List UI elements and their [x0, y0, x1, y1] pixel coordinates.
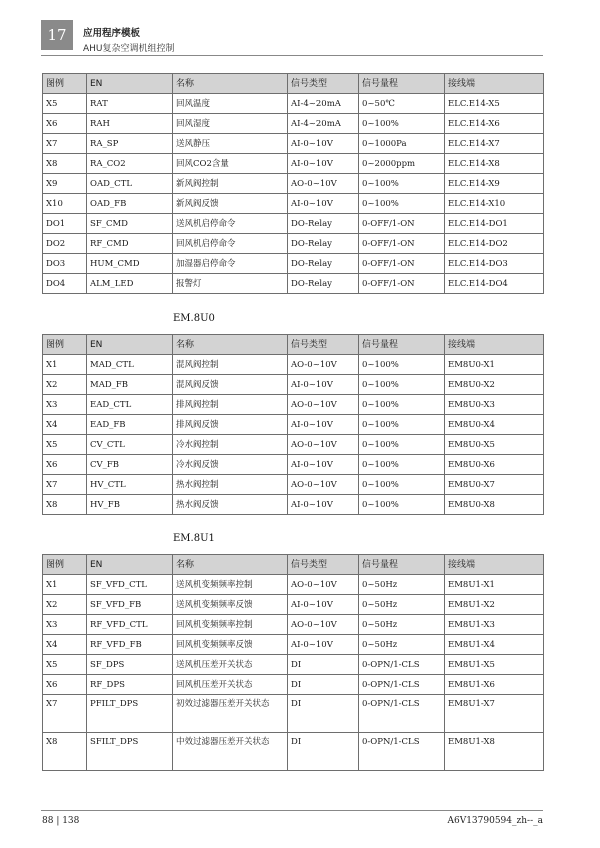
signal-range-cell: 0~100% [359, 194, 445, 214]
legend-cell: X9 [43, 174, 87, 194]
signal-range-cell: 0-OFF/1-ON [359, 274, 445, 294]
name-cell: 送风静压 [173, 134, 288, 154]
table-row [43, 495, 544, 515]
signal-range-cell: 0~50Hz [359, 635, 445, 655]
name-cell: 热水阀反馈 [173, 495, 288, 515]
signal-type-cell: DO-Relay [288, 234, 359, 254]
signal-type-cell: AI-0~10V [288, 495, 359, 515]
table-row [43, 415, 544, 435]
signal-type-cell: AI-0~10V [288, 635, 359, 655]
legend-cell: X5 [43, 94, 87, 114]
table-row [43, 114, 544, 134]
signal-type-cell: DO-Relay [288, 274, 359, 294]
signal-range-cell: 0~50Hz [359, 615, 445, 635]
signal-range-cell: 0-OPN/1-CLS [359, 733, 445, 771]
terminal-cell: EM8U0-X4 [445, 415, 544, 435]
signal-type-cell: AI-4~20mA [288, 94, 359, 114]
signal-type-cell: AO-0~10V [288, 615, 359, 635]
io-table-em8u0 [42, 334, 544, 515]
column-header: 名称 [173, 335, 288, 355]
name-cell: 回风机变频频率控制 [173, 615, 288, 635]
en-cell: SFILT_DPS [87, 733, 173, 771]
terminal-cell: EM8U1-X7 [445, 695, 544, 733]
table-row [43, 733, 544, 771]
signal-range-cell: 0-OPN/1-CLS [359, 675, 445, 695]
terminal-cell: EM8U1-X1 [445, 575, 544, 595]
en-cell: RA_SP [87, 134, 173, 154]
signal-type-cell: AI-4~20mA [288, 114, 359, 134]
table-row [43, 475, 544, 495]
name-cell: 送风机启停命令 [173, 214, 288, 234]
signal-range-cell: 0~100% [359, 114, 445, 134]
en-cell: PFILT_DPS [87, 695, 173, 733]
table-row [43, 595, 544, 615]
signal-range-cell: 0~50Hz [359, 575, 445, 595]
signal-range-cell: 0-OFF/1-ON [359, 234, 445, 254]
terminal-cell: ELC.E14-X7 [445, 134, 544, 154]
name-cell: 回风温度 [173, 94, 288, 114]
table-row [43, 254, 544, 274]
terminal-cell: ELC.E14-DO3 [445, 254, 544, 274]
terminal-cell: EM8U1-X2 [445, 595, 544, 615]
terminal-cell: ELC.E14-X10 [445, 194, 544, 214]
signal-type-cell: AI-0~10V [288, 595, 359, 615]
en-cell: ALM_LED [87, 274, 173, 294]
table-row [43, 154, 544, 174]
table-row [43, 655, 544, 675]
name-cell: 加湿器启停命令 [173, 254, 288, 274]
name-cell: 排风阀反馈 [173, 415, 288, 435]
legend-cell: X8 [43, 733, 87, 771]
table-row [43, 355, 544, 375]
signal-type-cell: AO-0~10V [288, 174, 359, 194]
en-cell: EAD_FB [87, 415, 173, 435]
column-header: EN [87, 555, 173, 575]
legend-cell: X8 [43, 154, 87, 174]
column-header: 信号量程 [359, 335, 445, 355]
en-cell: OAD_FB [87, 194, 173, 214]
legend-cell: DO1 [43, 214, 87, 234]
en-cell: RF_CMD [87, 234, 173, 254]
legend-cell: X3 [43, 615, 87, 635]
name-cell: 热水阀控制 [173, 475, 288, 495]
legend-cell: X5 [43, 435, 87, 455]
terminal-cell: EM8U1-X6 [445, 675, 544, 695]
en-cell: HV_CTL [87, 475, 173, 495]
signal-type-cell: AO-0~10V [288, 355, 359, 375]
column-header: 信号量程 [359, 74, 445, 94]
signal-range-cell: 0~100% [359, 455, 445, 475]
terminal-cell: ELC.E14-DO2 [445, 234, 544, 254]
terminal-cell: EM8U1-X8 [445, 733, 544, 771]
en-cell: MAD_CTL [87, 355, 173, 375]
signal-type-cell: DO-Relay [288, 214, 359, 234]
table-row [43, 214, 544, 234]
signal-range-cell: 0~100% [359, 435, 445, 455]
column-header: 接线端 [445, 335, 544, 355]
name-cell: 混风阀反馈 [173, 375, 288, 395]
signal-range-cell: 0~2000ppm [359, 154, 445, 174]
name-cell: 冷水阀控制 [173, 435, 288, 455]
en-cell: RF_VFD_CTL [87, 615, 173, 635]
table-row [43, 435, 544, 455]
legend-cell: X1 [43, 575, 87, 595]
name-cell: 回风湿度 [173, 114, 288, 134]
en-cell: HUM_CMD [87, 254, 173, 274]
table-row [43, 575, 544, 595]
table-row [43, 635, 544, 655]
en-cell: HV_FB [87, 495, 173, 515]
column-header: 接线端 [445, 555, 544, 575]
name-cell: 送风机压差开关状态 [173, 655, 288, 675]
name-cell: 初效过滤器压差开关状态 [173, 695, 288, 733]
en-cell: CV_CTL [87, 435, 173, 455]
terminal-cell: ELC.E14-X5 [445, 94, 544, 114]
table-header-row [43, 74, 544, 94]
page-section-title: 应用程序模板 [83, 28, 141, 39]
terminal-cell: ELC.E14-DO1 [445, 214, 544, 234]
name-cell: 回风机压差开关状态 [173, 675, 288, 695]
signal-type-cell: DO-Relay [288, 254, 359, 274]
signal-range-cell: 0~50℃ [359, 94, 445, 114]
header-divider [41, 55, 543, 56]
signal-range-cell: 0~100% [359, 475, 445, 495]
legend-cell: X4 [43, 415, 87, 435]
signal-range-cell: 0~100% [359, 375, 445, 395]
column-header: EN [87, 74, 173, 94]
terminal-cell: ELC.E14-X8 [445, 154, 544, 174]
en-cell: OAD_CTL [87, 174, 173, 194]
legend-cell: X6 [43, 455, 87, 475]
signal-range-cell: 0~100% [359, 174, 445, 194]
legend-cell: X7 [43, 695, 87, 733]
legend-cell: X8 [43, 495, 87, 515]
legend-cell: DO2 [43, 234, 87, 254]
signal-range-cell: 0~100% [359, 495, 445, 515]
terminal-cell: ELC.E14-X6 [445, 114, 544, 134]
column-header: 接线端 [445, 74, 544, 94]
column-header: 信号类型 [288, 335, 359, 355]
table-row [43, 134, 544, 154]
table-row [43, 675, 544, 695]
en-cell: RF_VFD_FB [87, 635, 173, 655]
table-header-row [43, 555, 544, 575]
table-row [43, 194, 544, 214]
name-cell: 回风CO2含量 [173, 154, 288, 174]
name-cell: 回风机启停命令 [173, 234, 288, 254]
column-header: 图例 [43, 335, 87, 355]
name-cell: 回风机变频频率反馈 [173, 635, 288, 655]
table-row [43, 174, 544, 194]
signal-type-cell: AO-0~10V [288, 475, 359, 495]
table-row [43, 94, 544, 114]
signal-type-cell: AI-0~10V [288, 455, 359, 475]
terminal-cell: ELC.E14-DO4 [445, 274, 544, 294]
column-header: 信号类型 [288, 555, 359, 575]
signal-range-cell: 0-OPN/1-CLS [359, 655, 445, 675]
signal-type-cell: AI-0~10V [288, 134, 359, 154]
signal-range-cell: 0~50Hz [359, 595, 445, 615]
column-header: 信号类型 [288, 74, 359, 94]
terminal-cell: EM8U0-X8 [445, 495, 544, 515]
name-cell: 送风机变频频率反馈 [173, 595, 288, 615]
en-cell: SF_VFD_CTL [87, 575, 173, 595]
page-section-subtitle: AHU复杂空调机组控制 [83, 44, 175, 54]
column-header: 图例 [43, 555, 87, 575]
legend-cell: X1 [43, 355, 87, 375]
table-row [43, 395, 544, 415]
table-row [43, 695, 544, 733]
en-cell: RAT [87, 94, 173, 114]
legend-cell: X6 [43, 114, 87, 134]
column-header: 信号量程 [359, 555, 445, 575]
signal-range-cell: 0~100% [359, 415, 445, 435]
name-cell: 送风机变频频率控制 [173, 575, 288, 595]
table-row [43, 375, 544, 395]
en-cell: RA_CO2 [87, 154, 173, 174]
legend-cell: X4 [43, 635, 87, 655]
table-row [43, 274, 544, 294]
name-cell: 排风阀控制 [173, 395, 288, 415]
terminal-cell: EM8U0-X6 [445, 455, 544, 475]
legend-cell: DO3 [43, 254, 87, 274]
name-cell: 新风阀控制 [173, 174, 288, 194]
column-header: EN [87, 335, 173, 355]
signal-range-cell: 0~1000Pa [359, 134, 445, 154]
en-cell: MAD_FB [87, 375, 173, 395]
io-table-elc [42, 73, 544, 294]
legend-cell: X2 [43, 375, 87, 395]
terminal-cell: EM8U1-X5 [445, 655, 544, 675]
document-id: A6V13790594_zh--_a [447, 816, 543, 826]
legend-cell: X5 [43, 655, 87, 675]
page-number: 88 | 138 [42, 816, 80, 826]
signal-type-cell: DI [288, 655, 359, 675]
table-row [43, 455, 544, 475]
table-row [43, 615, 544, 635]
name-cell: 冷水阀反馈 [173, 455, 288, 475]
legend-cell: DO4 [43, 274, 87, 294]
legend-cell: X10 [43, 194, 87, 214]
signal-type-cell: AO-0~10V [288, 435, 359, 455]
signal-range-cell: 0-OPN/1-CLS [359, 695, 445, 733]
table-row [43, 234, 544, 254]
signal-range-cell: 0~100% [359, 355, 445, 375]
terminal-cell: EM8U1-X4 [445, 635, 544, 655]
signal-type-cell: AO-0~10V [288, 575, 359, 595]
terminal-cell: EM8U0-X7 [445, 475, 544, 495]
chapter-number: 17 [41, 20, 73, 50]
signal-type-cell: AI-0~10V [288, 154, 359, 174]
en-cell: RF_DPS [87, 675, 173, 695]
legend-cell: X7 [43, 475, 87, 495]
en-cell: SF_VFD_FB [87, 595, 173, 615]
en-cell: RAH [87, 114, 173, 134]
name-cell: 新风阀反馈 [173, 194, 288, 214]
signal-type-cell: AI-0~10V [288, 415, 359, 435]
footer-divider [41, 810, 543, 811]
en-cell: EAD_CTL [87, 395, 173, 415]
en-cell: SF_DPS [87, 655, 173, 675]
name-cell: 中效过滤器压差开关状态 [173, 733, 288, 771]
signal-type-cell: AI-0~10V [288, 194, 359, 214]
terminal-cell: EM8U1-X3 [445, 615, 544, 635]
en-cell: SF_CMD [87, 214, 173, 234]
signal-range-cell: 0~100% [359, 395, 445, 415]
signal-range-cell: 0-OFF/1-ON [359, 254, 445, 274]
signal-type-cell: DI [288, 675, 359, 695]
signal-type-cell: DI [288, 733, 359, 771]
section-title-em8u0: EM.8U0 [173, 313, 215, 324]
signal-type-cell: AI-0~10V [288, 375, 359, 395]
column-header: 名称 [173, 555, 288, 575]
section-title-em8u1: EM.8U1 [173, 533, 215, 544]
terminal-cell: EM8U0-X1 [445, 355, 544, 375]
terminal-cell: EM8U0-X2 [445, 375, 544, 395]
name-cell: 混风阀控制 [173, 355, 288, 375]
legend-cell: X6 [43, 675, 87, 695]
signal-type-cell: DI [288, 695, 359, 733]
en-cell: CV_FB [87, 455, 173, 475]
table-header-row [43, 335, 544, 355]
io-table-em8u1 [42, 554, 544, 771]
column-header: 名称 [173, 74, 288, 94]
name-cell: 报警灯 [173, 274, 288, 294]
legend-cell: X7 [43, 134, 87, 154]
legend-cell: X3 [43, 395, 87, 415]
terminal-cell: ELC.E14-X9 [445, 174, 544, 194]
terminal-cell: EM8U0-X3 [445, 395, 544, 415]
signal-range-cell: 0-OFF/1-ON [359, 214, 445, 234]
signal-type-cell: AO-0~10V [288, 395, 359, 415]
column-header: 图例 [43, 74, 87, 94]
legend-cell: X2 [43, 595, 87, 615]
terminal-cell: EM8U0-X5 [445, 435, 544, 455]
